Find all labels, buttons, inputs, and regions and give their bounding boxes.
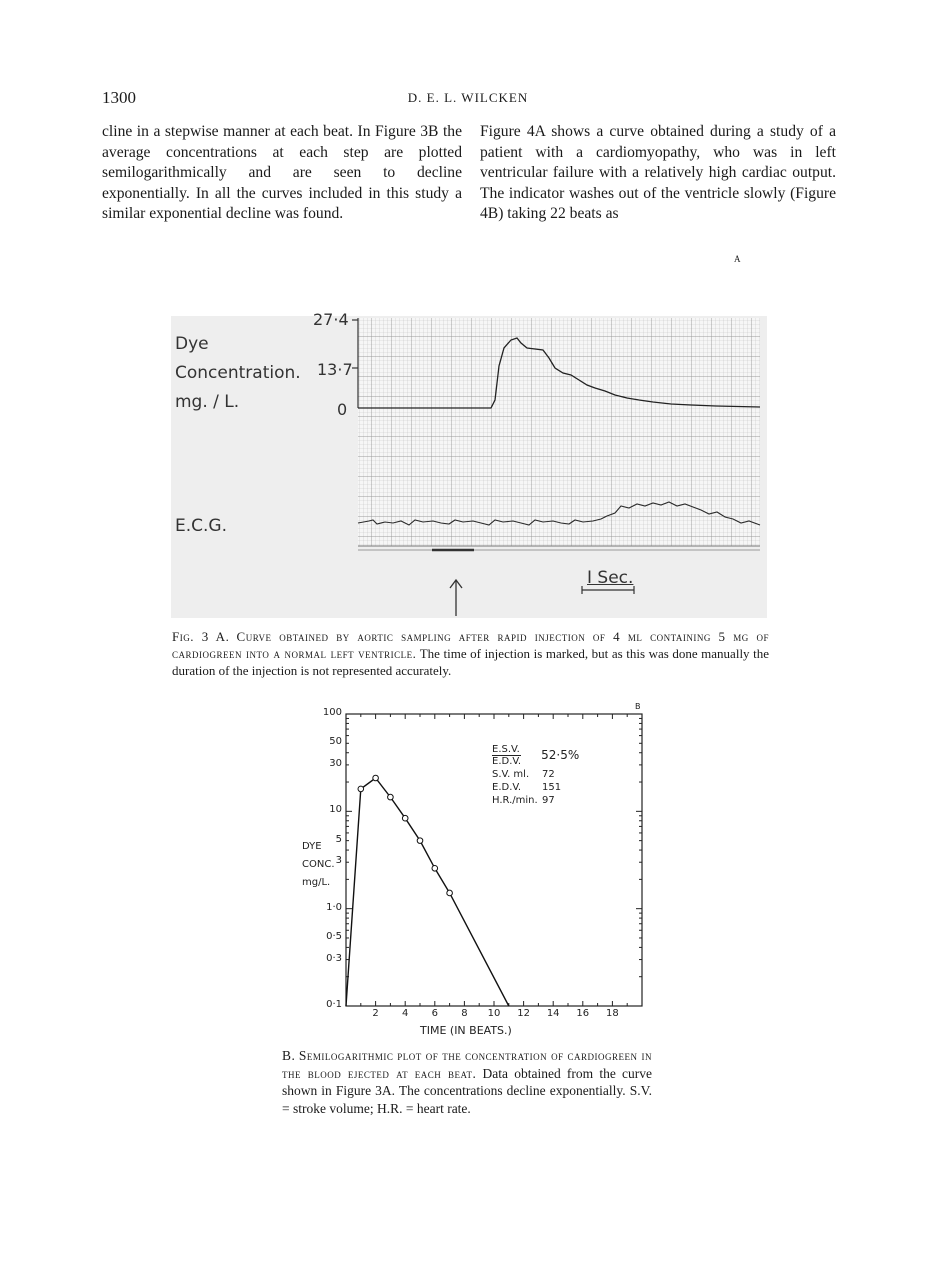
figure-3b-y-label-line: CONC. <box>302 859 335 870</box>
figure-3b-y-label-line: DYE <box>302 841 322 852</box>
figure-3b <box>296 704 656 1044</box>
page-number: 1300 <box>102 88 136 107</box>
figure-3a-y-label <box>175 330 301 417</box>
esv-edv-ratio <box>492 742 579 768</box>
x-tick-label: 12 <box>517 1008 530 1019</box>
figure-3a-caption-smallcaps: Curve obtained by aortic sampling after rapid injection of 4 ml containing 5 mg of cardiogreen into a normal left ventricle. <box>172 629 769 661</box>
y-tick-label: 0·1 <box>326 999 342 1010</box>
esv-edv-fraction <box>492 744 521 767</box>
data-point <box>417 838 423 844</box>
figure-3a-y-label-line: Concentration. <box>175 363 301 383</box>
x-tick-label: 2 <box>372 1008 379 1019</box>
figure-3a-panel-label: A <box>734 254 741 264</box>
annotation-key: S.V. ml. <box>492 769 530 780</box>
data-point <box>402 815 408 821</box>
data-point <box>373 775 379 781</box>
y-tick-label: 10 <box>329 804 342 816</box>
annotation-row <box>492 781 579 794</box>
x-tick-label: 18 <box>606 1008 619 1019</box>
time-scale-label: I Sec. <box>587 568 634 588</box>
figure-3a-y-label-line: mg. / L. <box>175 392 240 412</box>
figure-3b-caption-label: B. <box>282 1048 296 1063</box>
annotation-row <box>492 794 579 807</box>
figure-3b-chart <box>296 704 656 1044</box>
data-point <box>358 786 364 792</box>
y-tick-label: 1·0 <box>326 901 342 913</box>
y-tick-label: 0·5 <box>326 930 342 942</box>
figure-3b-x-label: TIME (IN BEATS.) <box>420 1024 512 1037</box>
figure-3a-caption-label: Fig. 3 A. <box>172 629 230 644</box>
running-head: D. E. L. WILCKEN <box>407 90 529 105</box>
y-tick-label: 30 <box>329 757 342 769</box>
figure-3a-y-label-line: Dye <box>175 334 209 354</box>
figure-3a-y-tick: 27·4 <box>313 310 349 329</box>
y-tick-label: 50 <box>329 736 342 748</box>
figure-3b-caption <box>282 1047 652 1117</box>
y-tick-label: 3 <box>335 855 342 867</box>
annotation-value: 97 <box>542 795 555 806</box>
annotation-key: H.R./min. <box>492 795 538 806</box>
figure-3a <box>171 310 767 618</box>
figure-3b-y-label-line: mg/L. <box>302 877 331 888</box>
x-tick-label: 10 <box>487 1008 501 1019</box>
body-column-left: cline in a stepwise manner at each beat. In Figure 3B the average concentrations at each step are plotted semilogarithmically and are seen to decline exponentially. In all the curves included in this study a similar exponential decline was found. <box>102 123 462 223</box>
y-tick-label: 100 <box>322 707 342 718</box>
x-tick-label: 8 <box>461 1008 468 1019</box>
x-tick-label: 4 <box>402 1008 409 1019</box>
y-tick-label: 5 <box>335 833 342 845</box>
figure-3a-caption <box>172 628 769 679</box>
figure-3a-y-tick: 0 <box>337 400 348 419</box>
ratio-value: 52·5% <box>541 748 580 762</box>
data-point <box>447 890 453 896</box>
figure-3b-caption-smallcaps: Semilogarithmic plot of the concentration of cardiogreen in the blood ejected at each beat. <box>282 1048 653 1081</box>
annotation-value: 151 <box>542 782 562 793</box>
figure-3b-y-label <box>302 838 335 892</box>
ecg-label: E.C.G. <box>175 516 227 536</box>
y-tick-label: 0·3 <box>326 952 342 964</box>
body-column-right: Figure 4A shows a curve obtained during a study of a patient with a cardiomyopathy, who was in left ventricular failure with a relatively high cardiac output. The indicator washes out of the ventricle slowly (Figure 4B) taking 22 beats as <box>480 123 836 223</box>
annotation-key: E.D.V. <box>492 782 522 793</box>
ratio-numerator: E.S.V. <box>492 743 520 755</box>
data-point <box>388 794 394 800</box>
x-tick-label: 14 <box>546 1008 560 1019</box>
figure-3a-y-tick: 13·7 <box>317 360 353 379</box>
figure-3b-panel-label: B <box>635 702 641 711</box>
ratio-denominator: E.D.V. <box>492 755 522 767</box>
x-tick-label: 6 <box>431 1008 438 1019</box>
x-tick-label: 16 <box>576 1008 590 1019</box>
annotation-value: 72 <box>542 769 555 780</box>
data-point <box>432 865 438 871</box>
series-line <box>346 778 509 1006</box>
annotation-row <box>492 768 579 781</box>
figure-3b-caption-rest: Data obtained from the curve shown in Figure 3A. The concentrations decline exponentially. S.V. = stroke volume; H.R. = heart rate. <box>282 1065 653 1116</box>
figure-3b-annotations <box>492 742 579 807</box>
figure-3a-caption-rest: The time of injection is marked, but as this was done manually the duration of the injection is not represented accurately. <box>172 646 769 678</box>
